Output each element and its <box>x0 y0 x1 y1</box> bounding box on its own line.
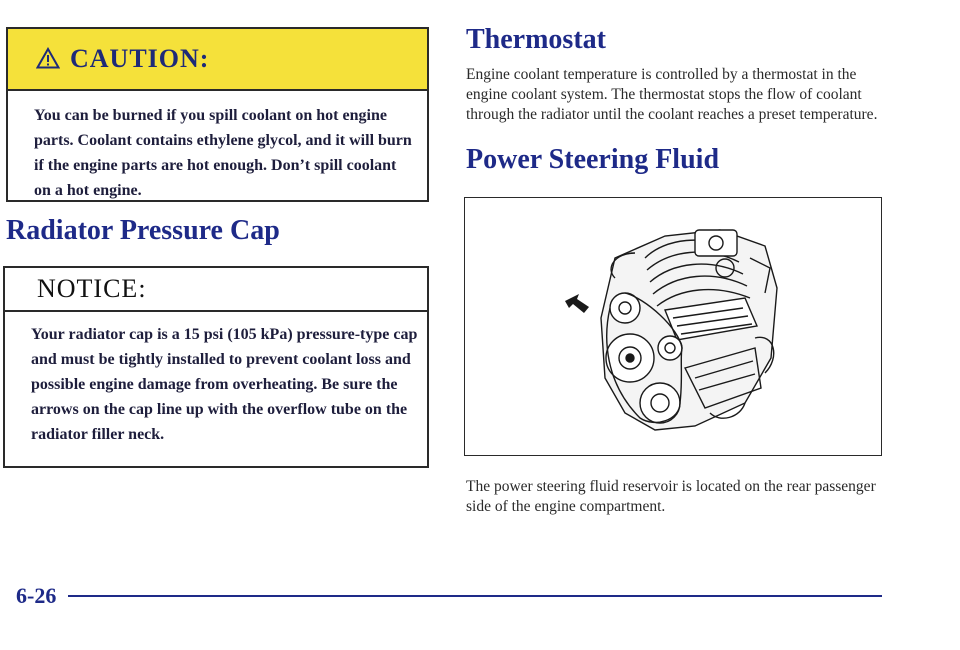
caution-box <box>6 27 429 202</box>
footer-divider <box>68 595 882 597</box>
warning-triangle-icon <box>36 47 60 69</box>
page-number: 6-26 <box>16 583 57 608</box>
caution-text: You can be burned if you spill coolant on hot engine parts. Coolant contains ethylene glycol, and it will burn if the engine parts are hot enough. Don’t spill coolant on a hot engine. <box>34 107 412 199</box>
caution-title: CAUTION: <box>70 44 210 73</box>
radiator-pressure-cap-heading: Radiator Pressure Cap <box>6 215 280 246</box>
notice-header <box>5 268 427 312</box>
notice-title: NOTICE: <box>37 274 147 303</box>
caution-header <box>8 29 427 91</box>
power-steering-text: The power steering fluid reservoir is located on the rear passenger side of the engine compartment. <box>466 478 876 515</box>
thermostat-text: Engine coolant temperature is controlled by a thermostat in the engine coolant system. The thermostat stops the flow of coolant through the radiator until the coolant reaches a preset temperature. <box>466 66 878 123</box>
engine-figure <box>464 197 882 456</box>
thermostat-heading: Thermostat <box>466 24 606 55</box>
engine-illustration-icon <box>465 198 880 454</box>
notice-text: Your radiator cap is a 15 psi (105 kPa) pressure-type cap and must be tightly installed to prevent coolant loss and possible engine damage from overheating. Be sure the arrows on the cap line up with the overflow tube on the radiator filler neck. <box>31 326 418 443</box>
power-steering-heading: Power Steering Fluid <box>466 144 720 175</box>
notice-box <box>3 266 429 468</box>
